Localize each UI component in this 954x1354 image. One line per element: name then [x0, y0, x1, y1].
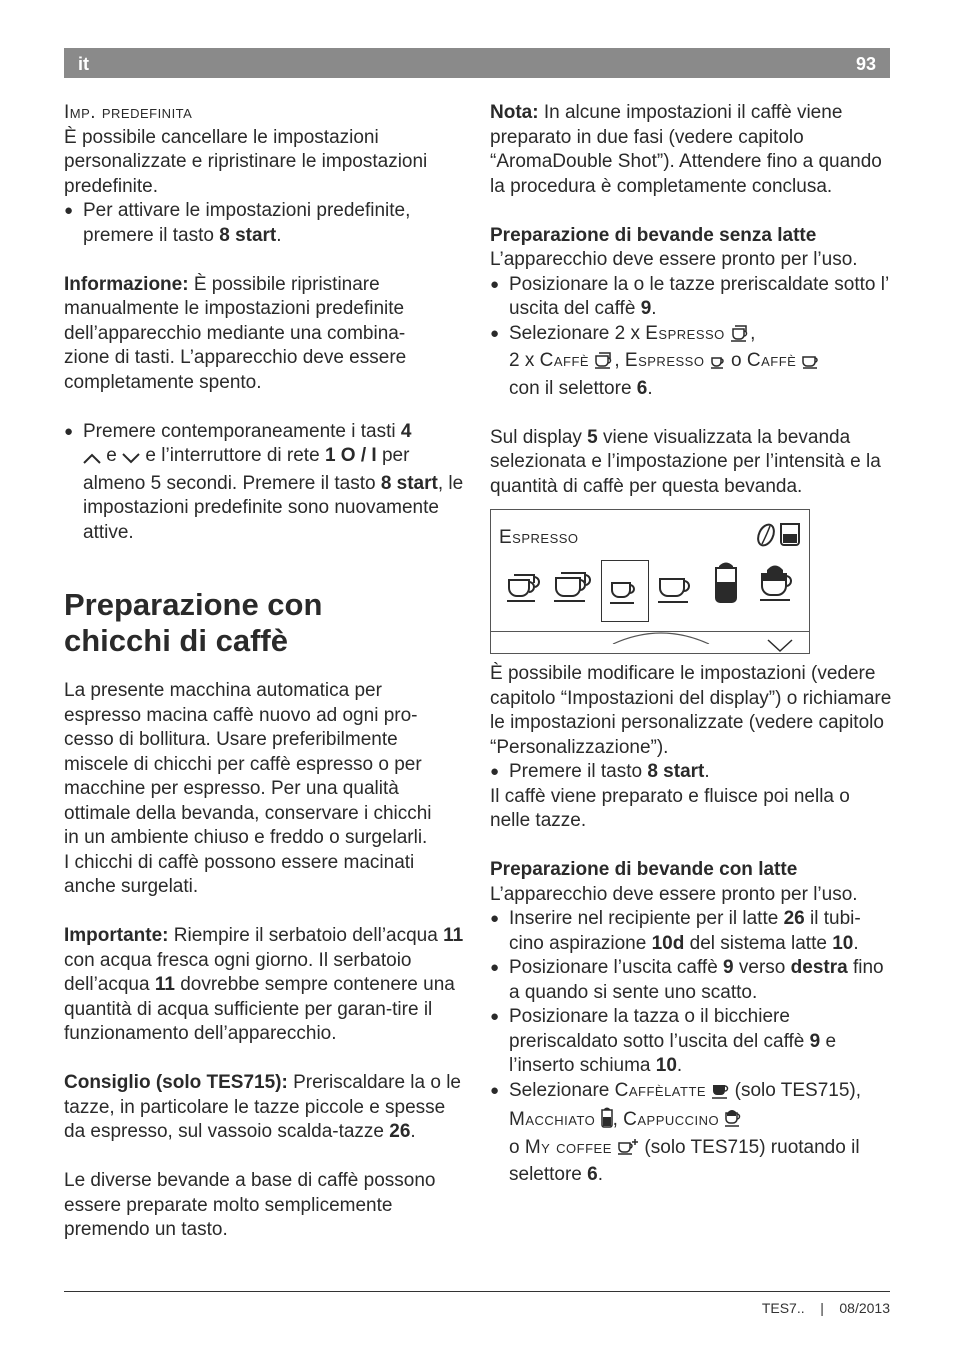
double-coffee-cup-icon — [553, 566, 595, 614]
footer-model: TES7.. — [761, 1300, 805, 1316]
header-bar — [64, 48, 890, 78]
section-title-without-milk: Preparazione di bevande senza latte — [490, 224, 817, 246]
ready-text-milk: L’apparecchio deve essere pronto per l’uso. — [490, 883, 858, 905]
coffee-flows-text: Il caffè viene preparato e fluisce poi nella o nelle tazze. — [490, 785, 850, 831]
info-paragraph: Informazione: È possibile ripristinare manualmente le impostazioni predefinite dell’apparecchio mediante una combina- zione di tasti. L’apparecchio deve essere completamente spento. — [64, 273, 407, 393]
right-column — [490, 101, 892, 1188]
chevron-down-icon — [767, 636, 793, 661]
double-espresso-cup-icon — [505, 566, 545, 614]
footer — [762, 1296, 890, 1321]
coffee-cup-icon — [802, 352, 820, 377]
display-screen-illustration — [490, 509, 810, 654]
caffelatte-cup-icon — [711, 1082, 729, 1107]
strength-and-cup-size-icons — [753, 520, 803, 558]
screen-arc — [611, 630, 711, 644]
closing-paragraph: Le diverse bevande a base di caffè possono essere preparate molto semplicemente premendo un tasto. — [64, 1170, 436, 1240]
imp-bullet: ● Per attivare le impostazioni predefinite, premere il tasto 8 start. — [64, 199, 466, 248]
outlet-bullet: ● Posizionare l’uscita caffè 9 verso destra fino a quando si sente uno scatto. — [490, 956, 892, 1005]
macchiato-glass-icon — [601, 1106, 613, 1136]
espresso-cup-icon-selected — [601, 560, 649, 622]
glass-bullet: ● Posizionare la tazza o il bicchiere preriscaldato sotto l’uscita del caffè 9 e l’inserto schiuma 10. — [490, 1005, 892, 1079]
press-bullet: ● Premere contemporaneamente i tasti 4 e e l’interruttore di rete 1 O / I per almeno 5 secondi. Premere il tasto 8 start, le impostazioni predefinite sono nuovamente attive. — [64, 420, 466, 546]
modify-paragraph: È possibile modificare le impostazioni (vedere capitolo “Impostazioni del display”) o richiamare le impostazioni personalizzate (vedere capitolo “Personalizzazione”). — [490, 663, 892, 758]
left-column — [64, 101, 466, 1243]
language-code: it — [78, 54, 89, 74]
double-coffee-cup-icon — [594, 351, 614, 377]
macchiato-glass-icon — [711, 560, 741, 614]
section-title-with-milk: Preparazione di bevande con latte — [490, 859, 798, 880]
page-number: 93 — [855, 54, 876, 74]
footer-rule — [64, 1291, 890, 1292]
chevron-up-icon — [83, 447, 101, 472]
cups-bullet: ● Posizionare la o le tazze preriscaldate sotto l’ uscita del caffè 9. — [490, 273, 892, 322]
ready-text: L’apparecchio deve essere pronto per l’uso. — [490, 249, 858, 270]
select-drink-bullet: ● Selezionare 2 x Espresso , 2 x Caffè , Espresso o Caffè con il selettore 6. — [490, 322, 892, 402]
important-paragraph: Importante: Riempire il serbatoio dell’acqua 11 con acqua fresca ogni giorno. Il serbatoio dell’acqua 11 dovrebbe sempre contenere una quantità di acqua sufficiente per garan-tire il funzionamento dell’apparecchio. — [64, 925, 464, 1044]
tip-paragraph: Consiglio (solo TES715): Preriscaldare la o le tazze, in particolare le tazze piccole e spesse da espresso, sul vassoio scalda-tazze 26. — [64, 1072, 462, 1142]
drink-selection-row — [491, 560, 809, 628]
section-title-imp-predefinita: Imp. predefinita — [64, 102, 193, 123]
screen-drink-title: Espresso — [499, 527, 579, 548]
page-heading: Preparazione con chicchi di caffè — [64, 587, 323, 658]
start-bullet: ● Premere il tasto 8 start. — [490, 760, 892, 785]
milk-drink-bullet: ● Selezionare Caffèlatte (solo TES715), Macchiato , Cappuccino o My coffee (solo TES715) ruotando il selettore 6. — [490, 1079, 892, 1188]
milk-tube-bullet: ● Inserire nel recipiente per il latte 26 il tubi-cino aspirazione 10d del sistema latte 10. — [490, 907, 892, 956]
intro-paragraph: La presente macchina automatica per espresso macina caffè nuovo ad ogni pro- cesso di bollitura. Usare preferibilmente miscele di chicchi per caffè espresso o per macchine per espresso. Per una qualità ottimale della bevanda, conservare i chicchi in un ambiente chiuso e freddo o surgelarli. I chicchi di caffè possono essere macinati anche surgelati. — [64, 680, 432, 897]
my-coffee-cup-icon — [617, 1138, 639, 1164]
cappuccino-cup-icon — [724, 1108, 742, 1136]
coffee-cup-icon — [657, 576, 695, 616]
double-espresso-cup-icon — [730, 324, 750, 350]
imp-text: È possibile cancellare le impostazioni personalizzate e ripristinare le impostazioni predefinite. — [64, 126, 428, 197]
footer-date: 08/2013 — [839, 1300, 890, 1316]
chevron-down-icon — [122, 447, 140, 472]
display-paragraph: Sul display 5 viene visualizzata la bevanda selezionata e l’impostazione per l’intensità e la quantità di caffè per questa bevanda. — [490, 426, 881, 497]
note-paragraph: Nota: In alcune impostazioni il caffè viene preparato in due fasi (vedere capitolo “AromaDouble Shot”). Attendere fino a quando la procedura è completamente conclusa. — [490, 102, 882, 197]
footer-separator: | — [820, 1300, 824, 1316]
espresso-cup-icon — [710, 352, 726, 377]
cappuccino-cup-icon — [757, 562, 797, 614]
